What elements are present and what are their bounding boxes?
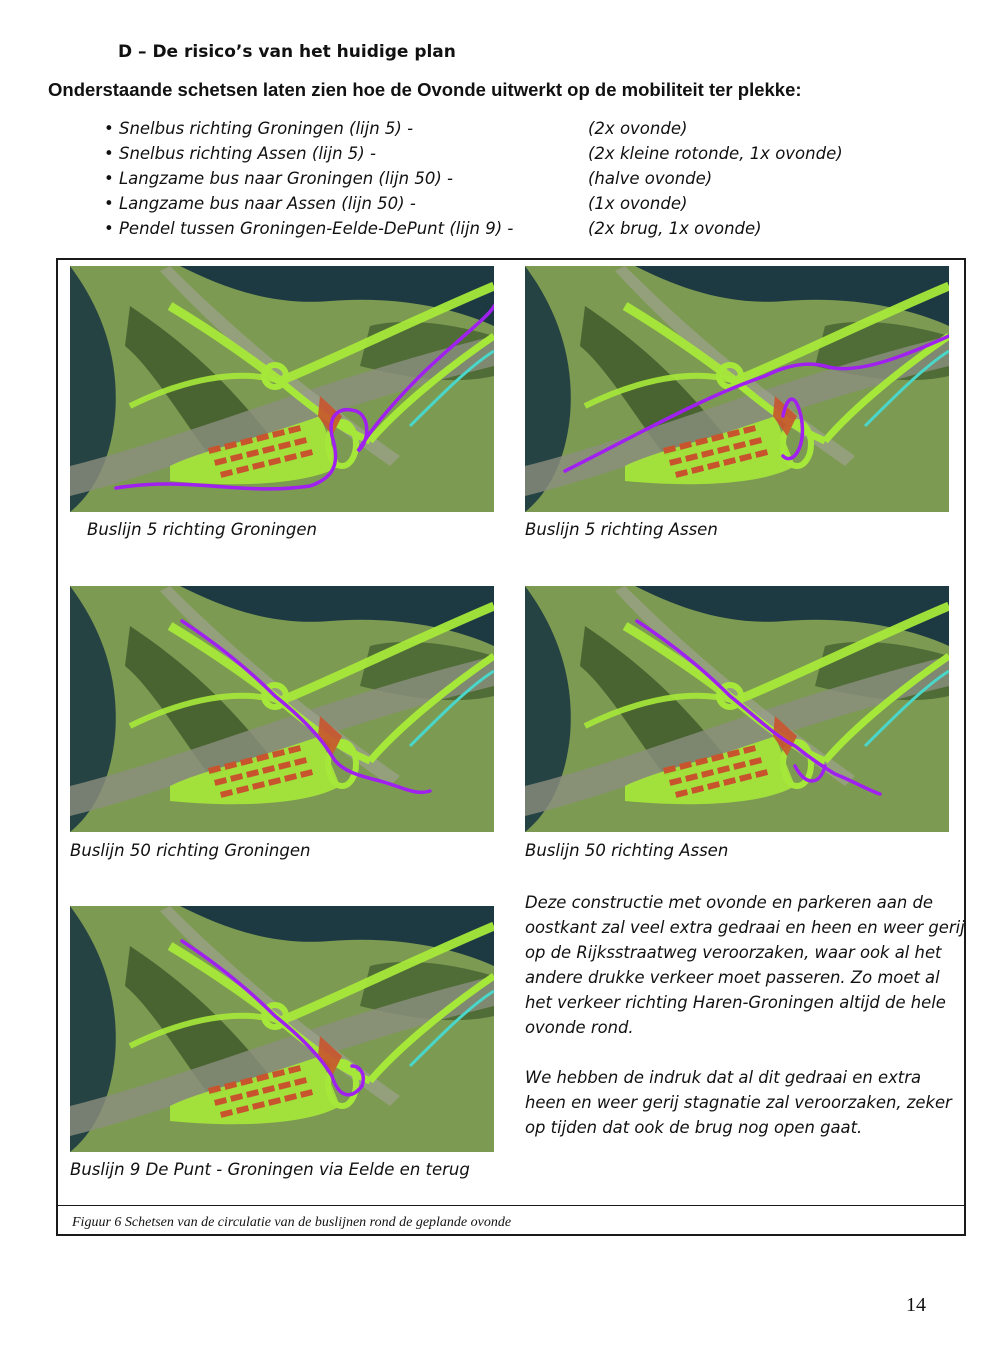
map-bus50-groningen [70, 586, 494, 832]
map-bus5-groningen [70, 266, 494, 512]
bullet-label: • Langzame bus naar Groningen (lijn 50) - [104, 169, 453, 188]
map-label: Buslijn 5 richting Groningen [87, 520, 317, 539]
figure-caption: Figuur 6 Schetsen van de circulatie van de buslijnen rond de geplande ovonde [72, 1215, 512, 1230]
list-item [104, 166, 904, 191]
bullet-note: (halve ovonde) [588, 169, 713, 188]
map-bus5-assen [525, 266, 949, 512]
caption-divider [58, 1205, 964, 1206]
description-text [525, 890, 965, 1165]
map-label: Buslijn 5 richting Assen [525, 520, 718, 539]
bus-line-list [104, 116, 904, 241]
description-paragraph: We hebben de indruk dat al dit gedraai en extra heen en weer gerij stagnatie zal veroorzaken, zeker op tijden dat ook de brug nog open gaat. [525, 1068, 952, 1137]
map-label: Buslijn 9 De Punt - Groningen via Eelde en terug [70, 1160, 470, 1179]
map-label: Buslijn 50 richting Groningen [70, 841, 311, 860]
bullet-label: • Snelbus richting Assen (lijn 5) - [104, 144, 376, 163]
map-label: Buslijn 50 richting Assen [525, 841, 729, 860]
list-item [104, 216, 904, 241]
list-item [104, 191, 904, 216]
bullet-label: • Pendel tussen Groningen-Eelde-DePunt (lijn 9) - [104, 219, 514, 238]
bullet-note: (2x ovonde) [588, 119, 688, 138]
bullet-note: (1x ovonde) [588, 194, 688, 213]
description-paragraph: Deze constructie met ovonde en parkeren aan de oostkant zal veel extra gedraai en heen en weer gerij op de Rijksstraatweg veroorzaken, waar ook al het andere drukke verkeer moet passeren. Zo moet al het verkeer richting Haren-Groningen altijd de hele ovonde rond. [525, 893, 965, 1037]
map-bus50-assen [525, 586, 949, 832]
bullet-label: • Langzame bus naar Assen (lijn 50) - [104, 194, 416, 213]
bullet-note: (2x kleine rotonde, 1x ovonde) [588, 144, 843, 163]
map-bus9-depunt [70, 906, 494, 1152]
bullet-label: • Snelbus richting Groningen (lijn 5) - [104, 119, 414, 138]
list-item [104, 141, 904, 166]
intro-text: Onderstaande schetsen laten zien hoe de Ovonde uitwerkt op de mobiliteit ter plekke: [48, 79, 802, 100]
bullet-note: (2x brug, 1x ovonde) [588, 219, 762, 238]
list-item [104, 116, 904, 141]
section-heading: D – De risico’s van het huidige plan [118, 42, 456, 62]
page-number: 14 [906, 1294, 926, 1316]
